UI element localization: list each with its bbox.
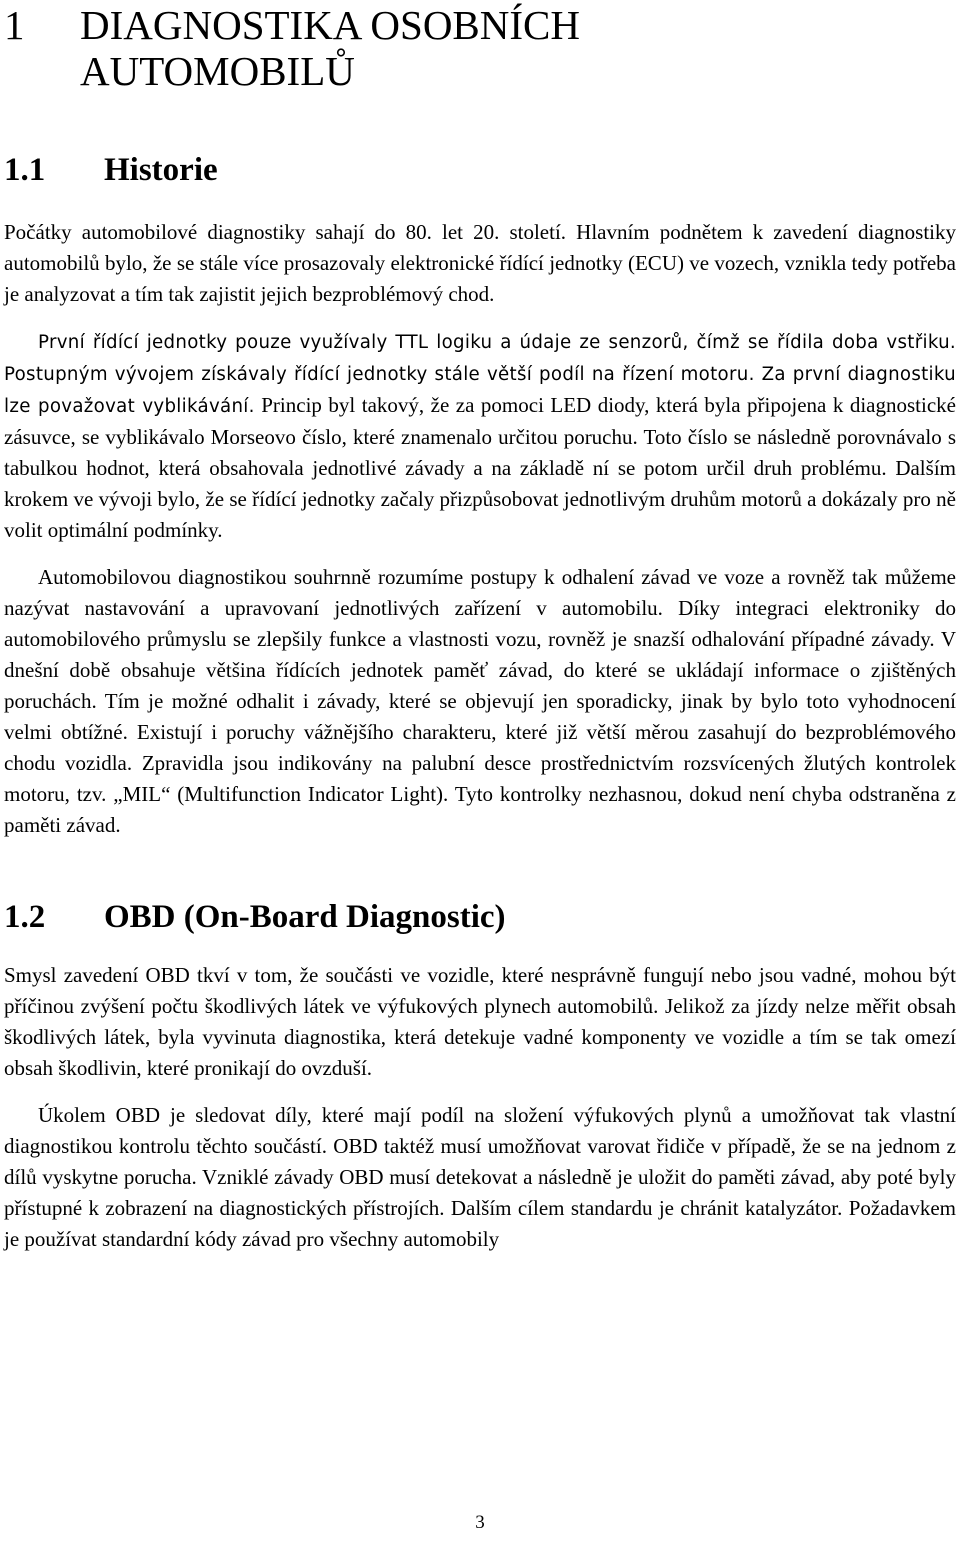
page-content [4, 0, 956, 1255]
page-number: 3 [475, 1512, 485, 1533]
section-heading-historie [4, 150, 956, 190]
paragraph-obd-1: Smysl zavedení OBD tkví v tom, že součásti ve vozidle, které nesprávně fungují nebo jsou vadné, mohou být příčinou zvýšení počtu škodlivých látek ve výfukových plynech automobilů. Jelikož za jízdy nelze měřit obsah škodlivých látek, byla vyvinuta diagnostika, která detekuje vadné komponenty ve vozidle a tím se tak omezí obsah škodlivin, které pronikají do ovzduší. [4, 963, 956, 1080]
section-heading-obd [4, 897, 956, 937]
paragraph-historie-1: Počátky automobilové diagnostiky sahají do 80. let 20. století. Hlavním podnětem k zavedení diagnostiky automobilů bylo, že se stále více prosazovaly elektronické řídící jednotky (ECU) ve vozech, vznikla tedy potřeba je analyzovat a tím tak zajistit jejich bezproblémový chod. [4, 220, 956, 306]
paragraph-historie-2 [4, 326, 956, 546]
chapter-title [80, 2, 956, 94]
section-number: 1.2 [4, 899, 46, 935]
paragraph-historie-3: Automobilovou diagnostikou souhrnně rozumíme postupy k odhalení závad ve voze a rovněž tak můžeme nazývat nastavování a upravovaní jednotlivých zařízení v automobilu. Díky integraci elektroniky do automobilového průmyslu se zlepšily funkce a vlastnosti vozu, rovněž je snazší odhalování případné závady. V dnešní době obsahuje většina řídících jednotek paměť závad, do které se ukládají informace o zjištěných poruchách. Tím je možné odhalit i závady, které se objevují jen sporadicky, jinak by bylo toto vyhodnocení velmi obtížné. Existují i poruchy vážnějšího charakteru, které již větší měrou zasahují do bezproblémového chodu vozidla. Zpravidla jsou indikovány na palubní desce prostřednictvím rozsvícených žlutých kontrolek motoru, tzv. „MIL“ (Multifunction Indicator Light). Tyto kontrolky nezhasnou, dokud není chyba odstraněna z paměti závad. [4, 565, 956, 837]
section-title: OBD (On-Board Diagnostic) [104, 899, 506, 935]
paragraph-historie-2-part-a: První řídící jednotky pouze využívaly TTL logiku a údaje ze senzorů, čímž se řídila doba vstřiku. Postupným vývojem získávaly řídící jednotky stále větší podíl na řízení motoru. Za první diagnostiku lze považovat vyblikávání. [4, 332, 956, 417]
chapter-number: 1 [4, 2, 25, 48]
chapter-title-line1: DIAGNOSTIKA OSOBNÍCH [80, 2, 580, 48]
chapter-title-line2: AUTOMOBILŮ [80, 48, 355, 94]
section-title: Historie [104, 152, 218, 188]
paragraph-historie-2-part-b: Princip byl takový, že za pomoci LED diody, která byla připojena k diagnostické zásuvce, se vyblikávalo Morseovo číslo, které znamenalo určitou poruchu. Toto číslo se následně porovnávalo s tabulkou hodnot, která obsahovala jednotlivé závady a na základě ní se potom určil druh problému. Dalším krokem ve vývoji bylo, že se řídící jednotky začaly přizpůsobovat jednotlivým druhům motorů a dokázaly pro ně volit optimální podmínky. [4, 393, 956, 542]
section-number: 1.1 [4, 152, 46, 188]
chapter-heading [4, 0, 956, 94]
paragraph-obd-2: Úkolem OBD je sledovat díly, které mají podíl na složení výfukových plynů a umožňovat tak vlastní diagnostikou kontrolu těchto součástí. OBD taktéž musí umožňovat varovat řidiče v případě, že se na jednom z dílů vyskytne porucha. Vzniklé závady OBD musí detekovat a následně je uložit do paměti závad, aby poté byly přístupné k zobrazení na diagnostických přístrojích. Dalším cílem standardu je chránit katalyzátor. Požadavkem je používat standardní kódy závad pro všechny automobily [4, 1103, 956, 1251]
